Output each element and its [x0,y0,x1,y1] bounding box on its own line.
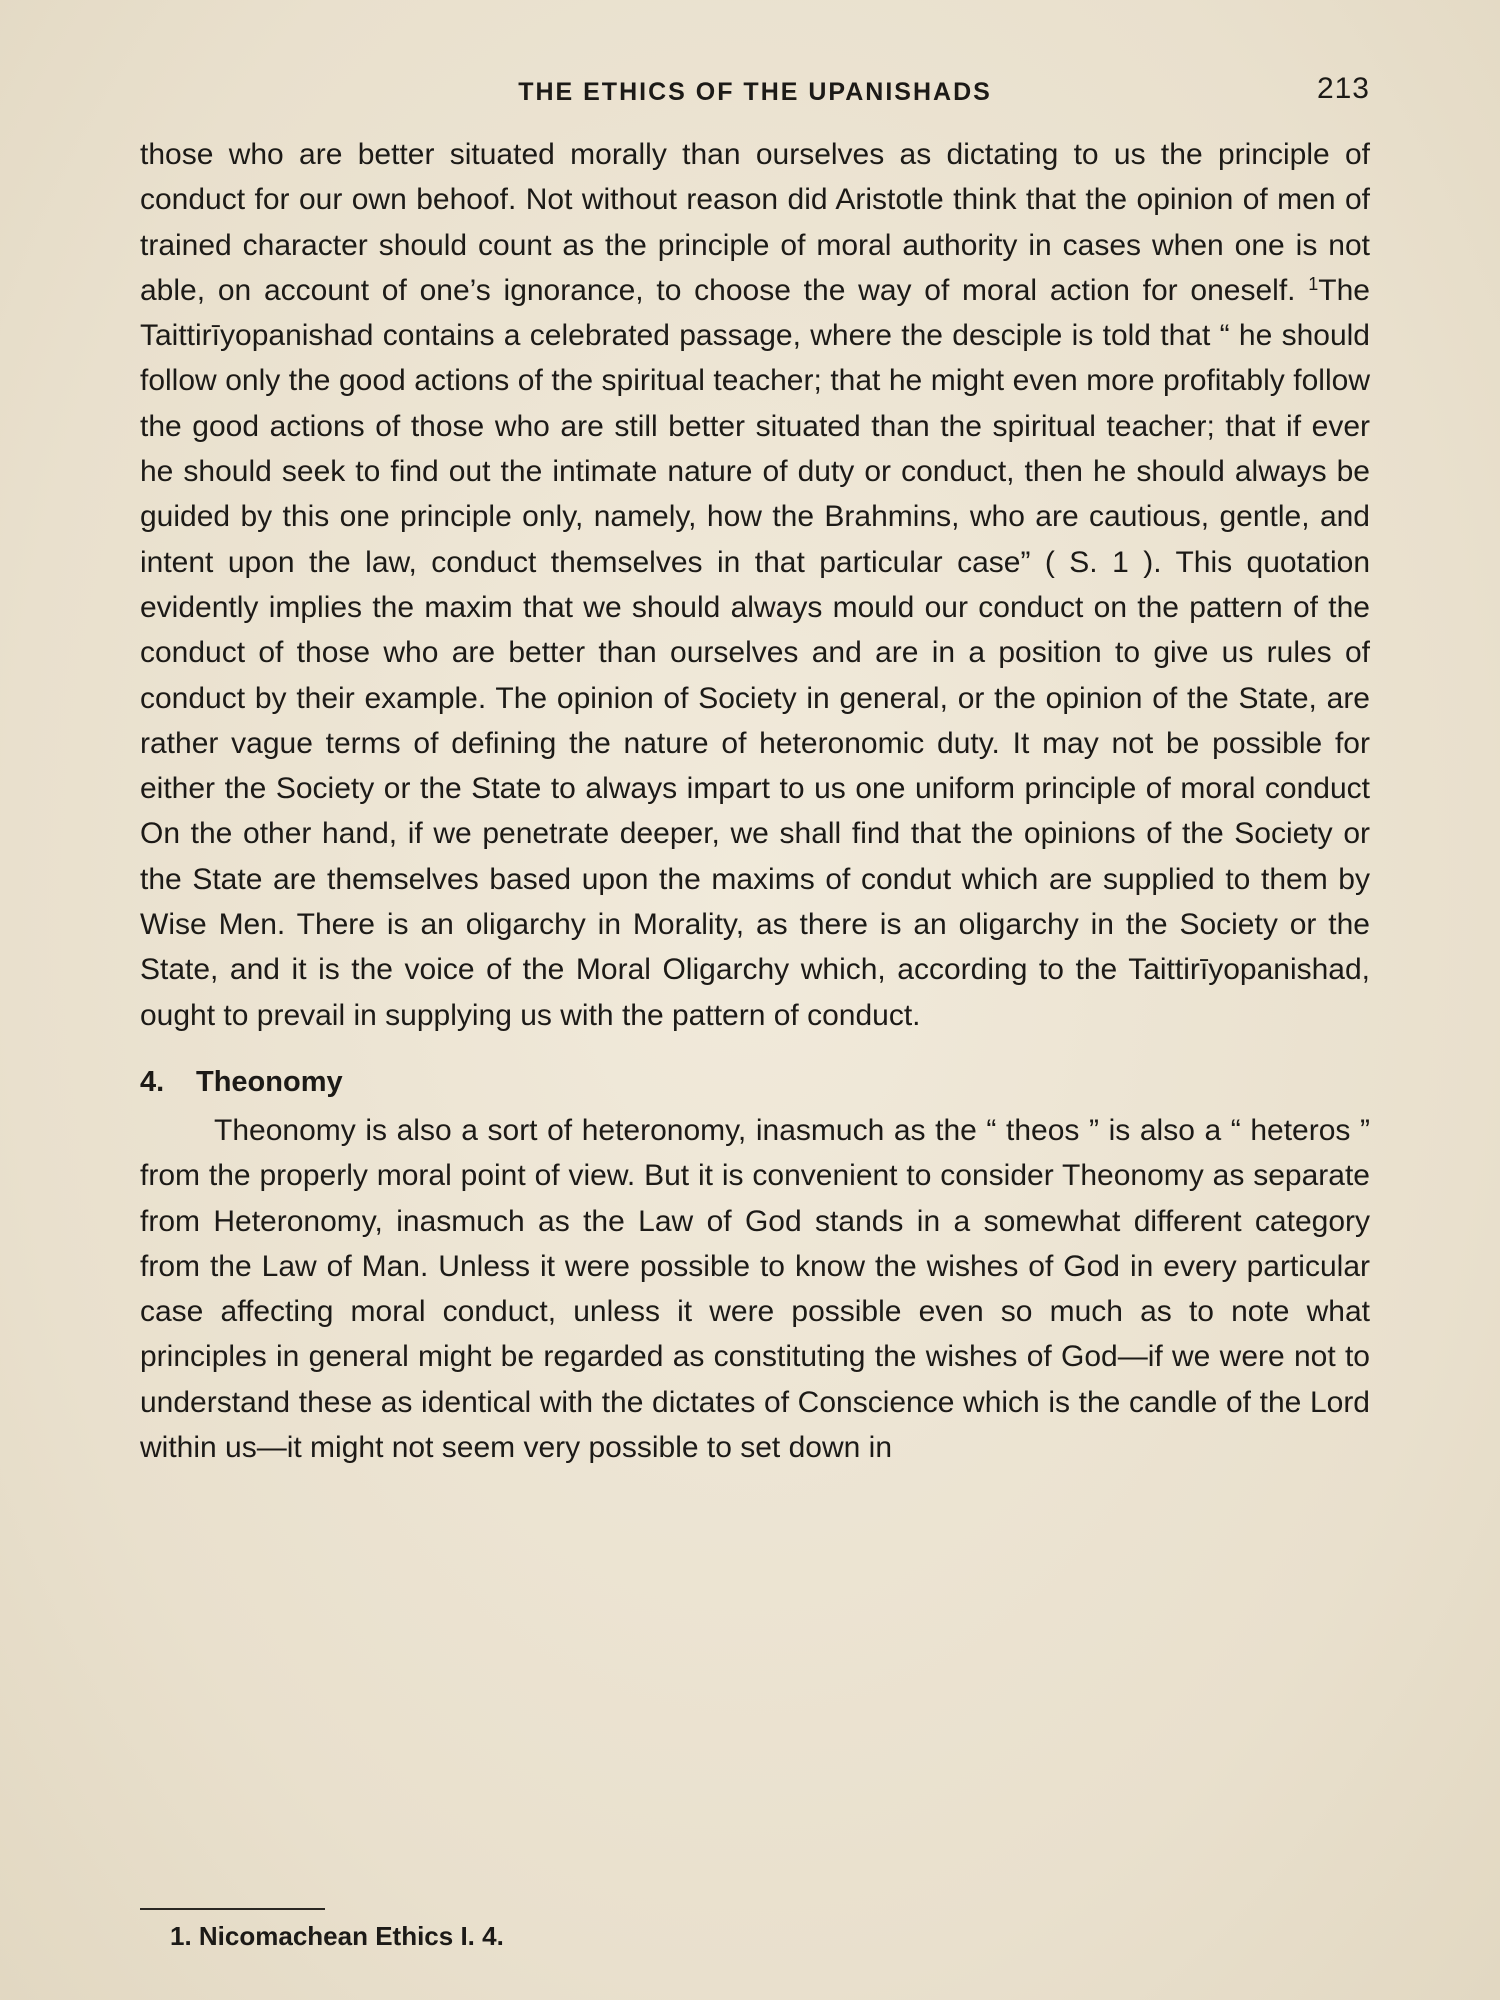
running-title: THE ETHICS OF THE UPANISHADS [518,78,992,106]
footnote-marker: 1 [1308,273,1319,294]
footnote-rule [140,1908,325,1910]
section-number: 4. [140,1065,165,1098]
section-heading [140,1062,1370,1102]
paragraph-2: Theonomy is also a sort of heteronomy, inasmuch as the “ theos ” is also a “ heteros ” from the properly moral point of view. But it is convenient to consider Theonomy as separate from Heteronomy, inasmuch as the Law of God stands in a somewhat different category from the Law of Man. Unless it were possible to know the wishes of God in every particular case affecting moral conduct, unless it were possible even so much as to note what principles in general might be regarded as constituting the wishes of God—if we were not to understand these as identical with the dictates of Conscience which is the candle of the Lord within us—it might not seem very possible to set down in [140,1113,1370,1465]
section-title: Theonomy [196,1065,343,1098]
running-head [140,72,1370,112]
paragraph-1 [140,132,1370,1038]
body-text [140,132,1370,1470]
page-number: 213 [1316,72,1370,105]
footnote: 1. Nicomachean Ethics I. 4. [170,1921,504,1951]
paragraph-1-part-a: those who are better situated morally than ourselves as dictating to us the principle of conduct for our own behoof. Not without reason did Aristotle think that the opinion of men of trained character should count as the principle of moral authority in cases when one is not able, on account of one’s ignorance, to choose the way of moral action for oneself. [140,138,1370,307]
paragraph-1-part-b: The Taittirīyopanishad contains a celebrated passage, where the desciple is told that “ he should follow only the good actions of the spiritual teacher; that he might even more profitably follow the good actions of those who are still better situated than the spiritual teacher; that if ever he should seek to find out the intimate nature of duty or conduct, then he should always be guided by this one principle only, namely, how the Brahmins, who are cautious, gentle, and intent upon the law, conduct themselves in that particular case” ( S. 1 ). This quotation evidently implies the maxim that we should always mould our conduct on the pattern of the conduct of those who are better than ourselves and are in a position to give us rules of conduct by their example. The opinion of Society in general, or the opinion of the State, are rather vague terms of defining the nature of heteronomic duty. It may not be possible for either the Society or the State to always impart to us one uniform principle of moral conduct On the other hand, if we penetrate deeper, we shall find that the opinions of the Society or the State are themselves based upon the maxims of condut which are supplied to them by Wise Men. There is an oligarchy in Morality, as there is an oligarchy in the Society or the State, and it is the voice of the Moral Oligarchy which, according to the Taittirīyopanishad, ought to prevail in supplying us with the pattern of conduct. [140,273,1370,1032]
